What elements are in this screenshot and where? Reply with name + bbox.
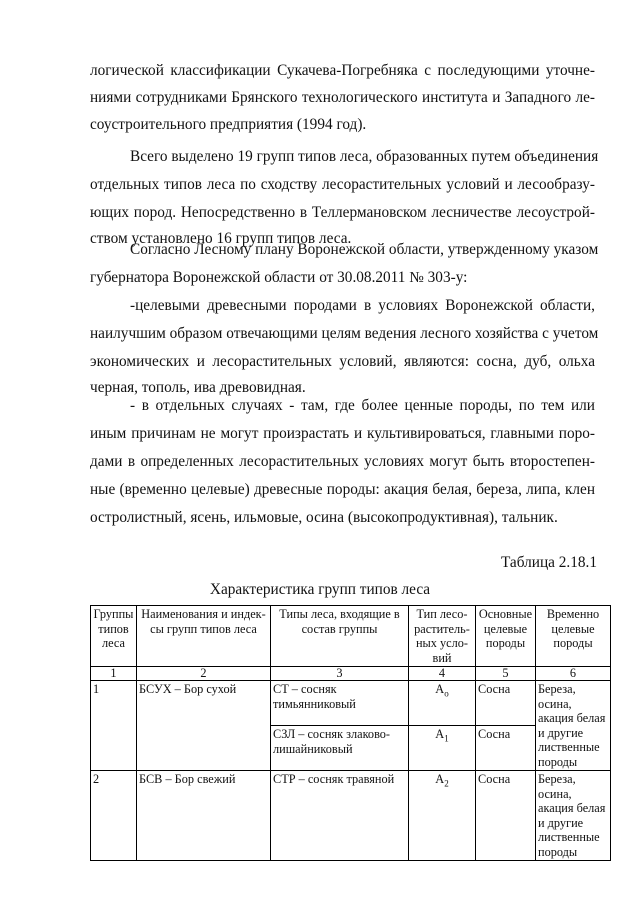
text-line: соустроительного предприятия (1994 год). xyxy=(90,116,367,133)
forest-types-table xyxy=(90,605,611,861)
main-species-cell: Сосна xyxy=(476,726,536,771)
tlu-index: 2 xyxy=(444,778,449,789)
text-line: экономических и лесорастительных условий, являются: сосна, дуб, ольха xyxy=(90,353,595,370)
main-species-cell: Сосна xyxy=(476,771,536,861)
temporary-species-cell: Береза, осина, акация белая и другие лиственные породы xyxy=(536,681,611,771)
text-line: иным причинам не могут произрастать и культивироваться, главными поро- xyxy=(90,425,595,442)
text-line: - в отдельных случаях - там, где более ценные породы, по тем или xyxy=(130,397,595,414)
text-line: ющих пород. Непосредственно в Теллермановском лесничестве лесоустрой- xyxy=(90,204,595,221)
tlu-index: 1 xyxy=(444,733,449,744)
tlu-cell xyxy=(409,771,476,861)
text-line: отдельных типов леса по сходству лесорастительных условий и лесообразу- xyxy=(90,176,595,193)
text-line: ные (временно целевые) древесные породы: акация белая, береза, липа, клен xyxy=(90,481,595,498)
table-row xyxy=(91,771,611,861)
group-number-cell: 2 xyxy=(91,771,137,861)
table-body xyxy=(91,681,611,861)
text-line: Всего выделено 19 групп типов леса, образованных путем объединения xyxy=(130,148,599,165)
tlu-cell xyxy=(409,681,476,726)
tlu-letter: А xyxy=(435,727,445,741)
forest-type-cell: СТР – сосняк травяной xyxy=(271,771,409,861)
header-tlu: Тип лесо-раститель-ных усло-вий xyxy=(409,606,476,667)
text-line: остролистный, ясень, ильмовые, осина (высокопродуктивная), тальник. xyxy=(90,509,558,526)
main-species-cell: Сосна xyxy=(476,681,536,726)
text-line: черная, тополь, ива древовидная. xyxy=(90,379,306,396)
text-line: Согласно Лесному плану Воронежской области, утвержденному указом xyxy=(130,241,599,258)
header-types: Типы леса, входящие в состав группы xyxy=(271,606,409,667)
group-number-cell: 1 xyxy=(91,681,137,771)
col-number: 3 xyxy=(271,667,409,681)
tlu-letter: А xyxy=(435,772,445,786)
tlu-cell xyxy=(409,726,476,771)
header-temporary-species: Временно целевые породы xyxy=(536,606,611,667)
header-group: Группы типов леса xyxy=(91,606,137,667)
header-name: Наименования и индек-сы групп типов леса xyxy=(137,606,271,667)
header-main-species: Основные целевые породы xyxy=(476,606,536,667)
col-number: 5 xyxy=(476,667,536,681)
table-header-row xyxy=(91,606,611,667)
text-line: губернатора Воронежской области от 30.08.2011 № 303-у: xyxy=(90,269,468,286)
column-number-row xyxy=(91,667,611,681)
text-line: ниями сотрудниками Брянского технологического института и Западного ле- xyxy=(90,89,595,106)
tlu-index: о xyxy=(444,688,449,699)
col-number: 6 xyxy=(536,667,611,681)
text-line: логической классификации Сукачева-Погребняка с последующими уточне- xyxy=(90,62,595,79)
forest-type-cell: СТ – сосняк тимьянниковый xyxy=(271,681,409,726)
col-number: 4 xyxy=(409,667,476,681)
group-name-cell: БСУХ – Бор сухой xyxy=(137,681,271,771)
group-name-cell: БСВ – Бор свежий xyxy=(137,771,271,861)
temporary-species-cell: Береза, осина, акация белая и другие лиственные породы xyxy=(536,771,611,861)
text-line: наилучшим образом отвечающими целям ведения лесного хозяйства с учетом xyxy=(90,325,599,342)
table-label: Таблица 2.18.1 xyxy=(500,554,597,571)
tlu-letter: А xyxy=(435,682,445,696)
table-title: Характеристика групп типов леса xyxy=(209,581,431,598)
text-line: ством установлено 16 групп типов леса. xyxy=(90,230,352,247)
forest-type-cell: СЗЛ – сосняк злаково-лишайниковый xyxy=(271,726,409,771)
table-row xyxy=(91,681,611,726)
col-number: 2 xyxy=(137,667,271,681)
text-line: -целевыми древесными породами в условиях Воронежской области, xyxy=(130,297,595,314)
col-number: 1 xyxy=(91,667,137,681)
text-line: дами в определенных лесорастительных условиях могут быть второстепен- xyxy=(90,453,595,470)
